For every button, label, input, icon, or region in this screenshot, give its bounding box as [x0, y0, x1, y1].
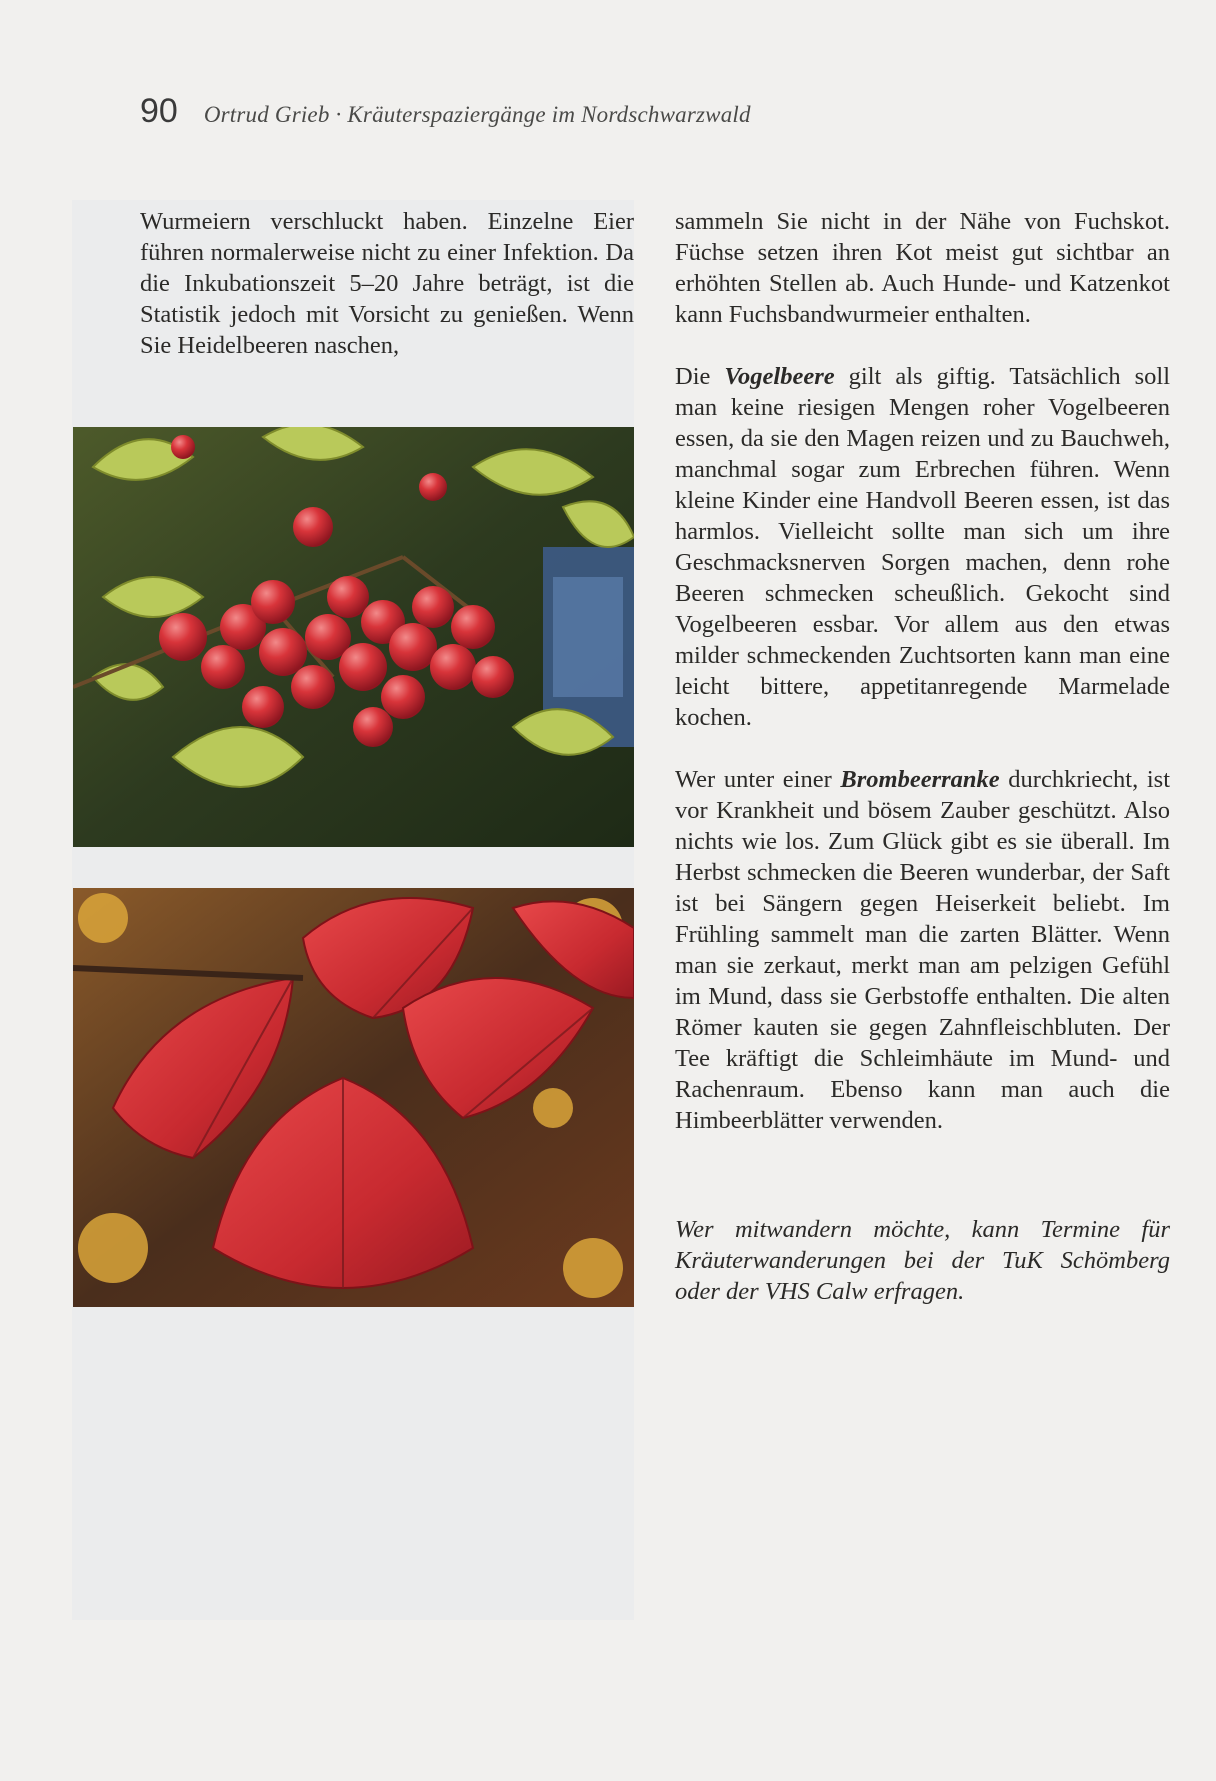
closing-note: Wer mitwandern möchte, kann Termine für Kräuterwanderungen bei der TuK Schömberg oder der VHS Calw erfragen. [675, 1216, 1170, 1305]
left-column [140, 206, 634, 361]
right-column [675, 206, 1170, 1307]
term-vogelbeere: Vogelbeere [724, 363, 835, 390]
left-paragraph: Wurmeiern verschluckt haben. Einzelne Eier führen normalerweise nicht zu einer Infektion. Da die Inkubationszeit 5–20 Jahre beträgt, ist die Statistik jedoch mit Vorsicht zu genießen. Wenn Sie Heidelbeeren naschen, [140, 208, 634, 359]
right-paragraph-1: sammeln Sie nicht in der Nähe von Fuchskot. Füchse setzen ihren Kot meist gut sichtbar an erhöhten Stellen ab. Auch Hunde- und Katzenkot kann Fuchsbandwurmeier enthalten. [675, 208, 1170, 328]
paragraph-body: durchkriecht, ist vor Krankheit und bösem Zauber geschützt. Also nichts wie los. Zum Glück gibt es sie überall. Im Herbst schmecken die Beeren wunderbar, der Saft ist bei Sängern gegen Heiserkeit beliebt. Im Frühling sammelt man die zarten Blätter. Wenn man sie zerkaut, merkt man am pelzigen Gefühl im Mund, dass sie Gerbstoffe enthalten. Die alten Römer kauten sie gegen Zahnfleischbluten. Der Tee kräftigt die Schleimhäute im Mund- und Rachenraum. Ebenso kann man auch die Himbeerblätter verwenden. [675, 766, 1171, 1134]
rowan-berries-image [73, 427, 634, 847]
term-brombeerranke: Brombeerranke [840, 766, 1000, 793]
right-paragraph-vogelbeere [675, 361, 1170, 733]
paragraph-lead: Die [675, 363, 725, 390]
right-paragraph-brombeerranke [675, 764, 1170, 1136]
page-header [140, 92, 751, 131]
page-number: 90 [140, 92, 178, 130]
bramble-leaves-photo [73, 888, 634, 1307]
paragraph-body: gilt als giftig. Tatsächlich soll man keine riesigen Mengen roher Vogelbeeren essen, da sie den Magen reizen und zu Bauchweh, manchmal sogar zum Erbrechen führen. Wenn kleine Kinder eine Handvoll Beeren essen, ist das harmlos. Vielleicht sollte man sich um ihre Geschmacksnerven Sorgen machen, denn rohe Beeren schmecken scheußlich. Gekocht sind Vogelbeeren essbar. Vor allem aus den etwas milder schmeckenden Zuchtsorten kann man eine leicht bittere, appetitanregende Marmelade kochen. [675, 363, 1170, 731]
bramble-leaves-image [73, 888, 634, 1307]
running-head: Ortrud Grieb · Kräuterspaziergänge im Nordschwarzwald [203, 102, 751, 127]
rowan-berries-photo [73, 427, 634, 847]
paragraph-lead: Wer unter einer [675, 766, 841, 793]
